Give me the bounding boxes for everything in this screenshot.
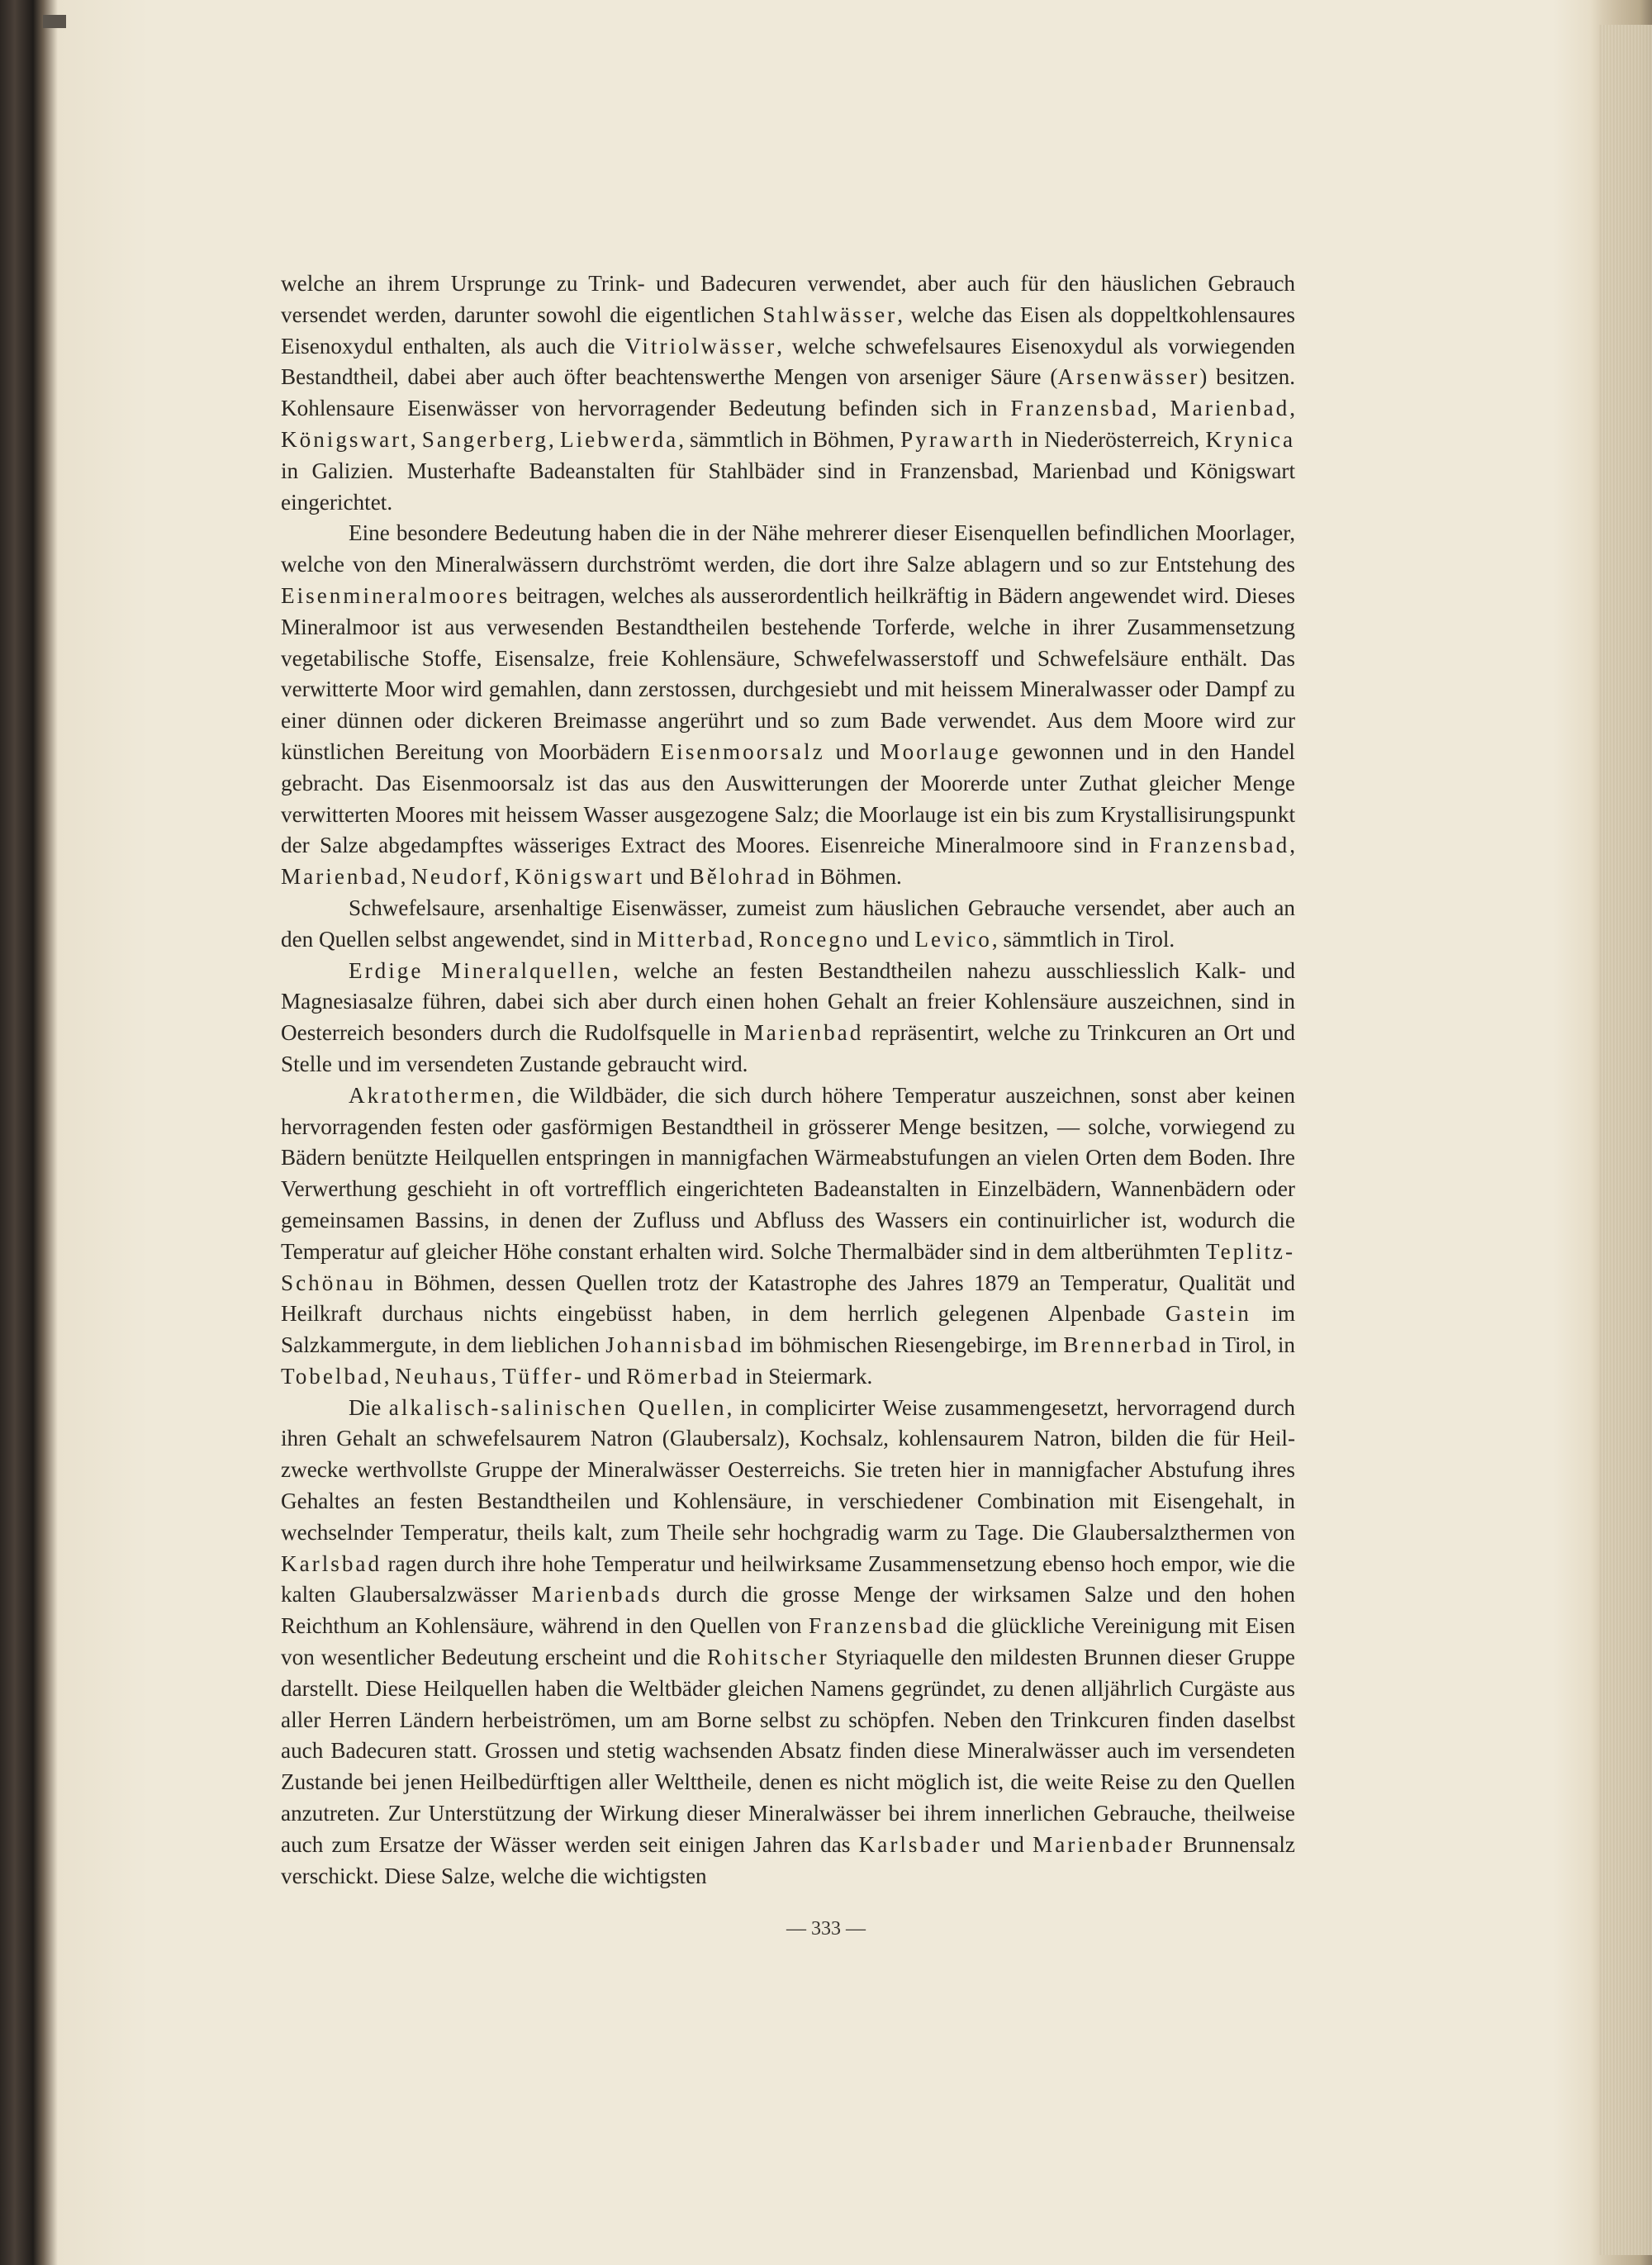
text-run: , — [400, 864, 412, 890]
paragraph — [281, 956, 1295, 1080]
text-run: im böhmischen Riesengebirge, im — [743, 1332, 1064, 1358]
text-run: , — [503, 864, 515, 890]
paragraph — [281, 893, 1295, 956]
binding-marker — [43, 15, 66, 28]
text-run: , welche an festen Bestandtheilen nahezu ausschliesslich Kalk- und Magnesiasalze führen, dabei sich aber durch einen hohen Gehalt an freier Kohlensäure auszeichnen, sind in Oesterreich besonders durch die Rudolfsquelle in — [281, 957, 1295, 1046]
spaced-term: Teplitz-Schönau — [281, 1238, 1295, 1295]
text-run: Schwefelsaure, arsenhaltige Eisenwässer, zumeist zum häuslichen Gebrauche versendet, aber auch an den Quellen selbst angewendet, sind in — [281, 895, 1295, 952]
spaced-term: Marienbads — [531, 1582, 662, 1607]
text-run: und — [644, 864, 690, 890]
text-run: , — [1289, 396, 1295, 421]
spaced-term: Arsenwässer — [1057, 364, 1200, 390]
text-run: im Salzkammergute, in dem lieblichen — [281, 1301, 1295, 1358]
text-run: in Tirol, in — [1193, 1332, 1295, 1358]
paragraph — [281, 518, 1295, 893]
text-run: , sämmtlich in Böhmen, — [678, 426, 901, 452]
text-run: in Niederösterreich, — [1014, 426, 1206, 452]
spaced-term: Vitriolwässer — [624, 333, 777, 359]
page-number: — 333 — — [786, 1918, 866, 1940]
spaced-term: Gastein — [1165, 1301, 1251, 1327]
spaced-term: Pyrawarth — [900, 426, 1015, 452]
paragraph — [281, 268, 1295, 518]
spaced-term: Neudorf — [411, 864, 504, 890]
text-run: welche an ihrem Ursprunge zu Trink- und Badecuren verwendet, aber auch für den häuslichen Gebrauch versendet werden, darunter sowohl die eigentlichen — [281, 271, 1295, 327]
spaced-term: Karlsbad — [281, 1550, 382, 1576]
spaced-term: Franzensbad — [809, 1613, 950, 1639]
spaced-term: Marienbad — [1170, 396, 1290, 421]
spaced-term: Bělohrad — [689, 864, 792, 890]
spaced-term: alkalisch-salinischen Quellen — [388, 1394, 727, 1420]
text-run: , welche das Eisen als doppeltkohlensaures Eisenoxydul enthalten, als auch die — [281, 302, 1295, 359]
spaced-term: Levico — [914, 926, 992, 952]
text-run: , — [383, 1363, 396, 1389]
paragraph — [281, 1393, 1295, 1892]
text-run: , — [491, 1363, 502, 1389]
spaced-term: Franzensbad — [1010, 396, 1151, 421]
text-run: , die Wildbäder, die sich durch höhere Temperatur auszeichnen, sonst aber keinen hervorragenden festen oder gasförmigen Bestandtheil in grösserer Menge besitzen, — solche, vorwiegend zu Bädern benützte Heilquellen entspringen in mannigfachen Wärmeabstufungen an vielen Orten dem Boden. Ihre Verwerthung geschieht in oft vortrefflich eingerichteten Badeanstalten in Einzelbädern, Wannenbädern oder gemeinsamen Bassins, in denen der Zufluss und Abfluss des Wassers ein continuirlicher ist, wodurch die Temperatur auf gleicher Höhe constant erhalten wird. Solche Thermalbäder sind in dem altberühmten — [281, 1082, 1295, 1264]
text-run: und — [870, 926, 915, 952]
spaced-term: Krynica — [1205, 426, 1296, 452]
text-run: in Böhmen, dessen Quellen trotz der Katastrophe des Jahres 1879 an Temperatur, Qualität und Heilkraft durchaus nichts eingebüsst haben, in dem herrlich gelegenen Alpenbade — [281, 1270, 1295, 1327]
text-run: in Galizien. Musterhafte Badeanstalten für Stahlbäder sind in Franzensbad, Marienbad und Königswart eingerichtet. — [281, 458, 1295, 515]
spaced-term: Tobelbad — [281, 1363, 384, 1389]
text-run: , sämmtlich in Tirol. — [991, 926, 1175, 952]
spaced-term: Moorlauge — [880, 738, 1001, 764]
text-run: Eine besondere Bedeutung haben die in der Nähe mehrerer dieser Eisenquellen befindlichen Moorlager, welche von den Mineralwässern durchströmt werden, die dort ihre Salze ablagern und so zur Entstehung des — [281, 520, 1295, 577]
text-run: in Böhmen. — [791, 864, 902, 890]
text-run: Brunnensalz verschickt. Diese Salze, welche die wichtigsten — [281, 1831, 1296, 1888]
text-run: beitragen, welches als ausserordentlich heilkräftig in Bädern angewendet wird. Dieses Mineralmoor ist aus verwesenden Bestandtheilen bestehende Torferde, welche in ihrer Zusammensetzung vegetabilische Stoffe, Eisensalze, freie Kohlensäure, Schwefelwasserstoff und Schwefelsäure enthält. Das verwitterte Moor wird gemahlen, dann zerstossen, durchgesiebt und mit heissem Mineralwasser oder Dampf zu einer dünnen oder dickeren Breimasse angerührt und so zum Bade verwendet. Aus dem Moore wird zur künstlichen Bereitung von Moorbädern — [281, 582, 1295, 764]
spaced-term: Neuhaus — [395, 1363, 491, 1389]
text-run: - und — [573, 1363, 627, 1389]
text-run: , — [1289, 833, 1295, 858]
spaced-term: Königswart — [281, 426, 411, 452]
text-run: und — [981, 1831, 1033, 1857]
spaced-term: Königswart — [515, 864, 645, 890]
spaced-term: Marienbad — [281, 864, 401, 890]
text-run: , — [1151, 396, 1170, 421]
text-run: Die — [349, 1394, 389, 1420]
spaced-term: Römerbad — [626, 1363, 740, 1389]
spaced-term: Eisenmineralmoores — [281, 582, 510, 608]
spaced-term: Eisenmoorsalz — [660, 738, 825, 764]
text-run: die glückliche Vereinigung mit Eisen von wesentlicher Bedeutung erscheint und die — [281, 1613, 1296, 1670]
spaced-term: Mitterbad — [637, 926, 748, 952]
spaced-term: Marienbader — [1032, 1831, 1175, 1857]
text-run: , — [548, 426, 561, 452]
text-run: Styriaquelle den mildesten Brunnen dieser Gruppe darstellt. Diese Heilquellen haben die Weltbäder gleichen Namens gegründet, zu denen alljährlich Curgäste aus aller Herren Ländern herbeiströmen, um am Borne selbst zu schöpfen. Neben den Trinkcuren finden daselbst auch Badecuren statt. Grossen und stetig wachsenden Absatz finden diese Mineralwässer auch im versendeten Zustande bei jenen Heilbedürftigen aller Welttheile, denen es nicht möglich ist, die weite Reise zu den Quellen anzutreten. Zur Unterstützung der Wirkung dieser Mineralwässer bei ihrem innerlichen Gebrauche, theilweise auch zum Ersatze der Wässer werden seit einigen Jahren das — [281, 1645, 1295, 1857]
text-run: und — [824, 738, 881, 764]
spaced-term: Sangerberg — [421, 426, 549, 452]
spaced-term: Liebwerda — [560, 426, 679, 452]
spaced-term: Franzensbad — [1148, 833, 1290, 858]
text-run: , in complicirter Weise zusammengesetzt, hervorragend durch ihren Gehalt an schwefelsaurem Natron (Glaubersalz), Kochsalz, kohlensaurem Natron, bilden die für Heilzwecke werthvollste Gruppe der Mineralwässer Oesterreichs. Sie treten hier in mannigfacher Abstufung ihres Gehaltes an festen Bestandtheilen und Kohlensäure, in verschiedener Combination mit Eisengehalt, in wechselnder Temperatur, theils kalt, zum Theile sehr hochgradig warm zu Tage. Die Glaubersalzthermen von — [281, 1394, 1296, 1545]
text-run: durch die grosse Menge der wirksamen Salze und den hohen Reichthum an Kohlensäure, während in den Quellen von — [281, 1582, 1295, 1639]
spaced-term: Erdige Mineralquellen — [349, 957, 613, 983]
spaced-term: Marienbad — [743, 1020, 864, 1046]
paragraph — [281, 1080, 1295, 1393]
text-run: repräsentirt, welche zu Trinkcuren an Ort und Stelle und im versendeten Zustande gebraucht wird. — [281, 1020, 1296, 1076]
spaced-term: Akratothermen — [349, 1082, 517, 1108]
text-run: ) besitzen. Kohlensaure Eisenwässer von hervorragender Bedeutung befinden sich in — [281, 364, 1295, 421]
spaced-term: Rohitscher — [706, 1645, 829, 1670]
text-run: , — [748, 926, 759, 952]
spaced-term: Johannisbad — [605, 1332, 744, 1358]
spaced-term: Tüffer — [501, 1363, 574, 1389]
spaced-term: Brennerbad — [1063, 1332, 1194, 1358]
body-text — [281, 268, 1295, 1892]
spaced-term: Stahlwässer — [762, 302, 898, 327]
text-run: , welche schwefelsaures Eisenoxydul als vorwiegenden Bestandtheil, dabei aber auch öfter beachtenswerthe Mengen von arseniger Säure ( — [281, 333, 1295, 390]
text-run: ragen durch ihre hohe Temperatur und heilwirksame Zusammensetzung ebenso hoch empor, wie die kalten Glaubersalzwässer — [281, 1550, 1295, 1607]
spaced-term: Roncegno — [758, 926, 871, 952]
text-run: in Steiermark. — [739, 1363, 873, 1389]
spaced-term: Karlsbader — [858, 1831, 982, 1857]
text-run: gewonnen und in den Handel gebracht. Das Eisenmoorsalz ist das aus den Auswitterungen der Moorerde unter Zuthat gleicher Menge verwitterten Moores mit heissem Wasser ausgezogene Salz; die Moorlauge ist ein bis zum Krystallisirungspunkt der Salze abgedampftes wässeriges Extract des Moores. Eisenreiche Mineralmoore sind in — [281, 738, 1295, 858]
text-run: , — [410, 426, 422, 452]
